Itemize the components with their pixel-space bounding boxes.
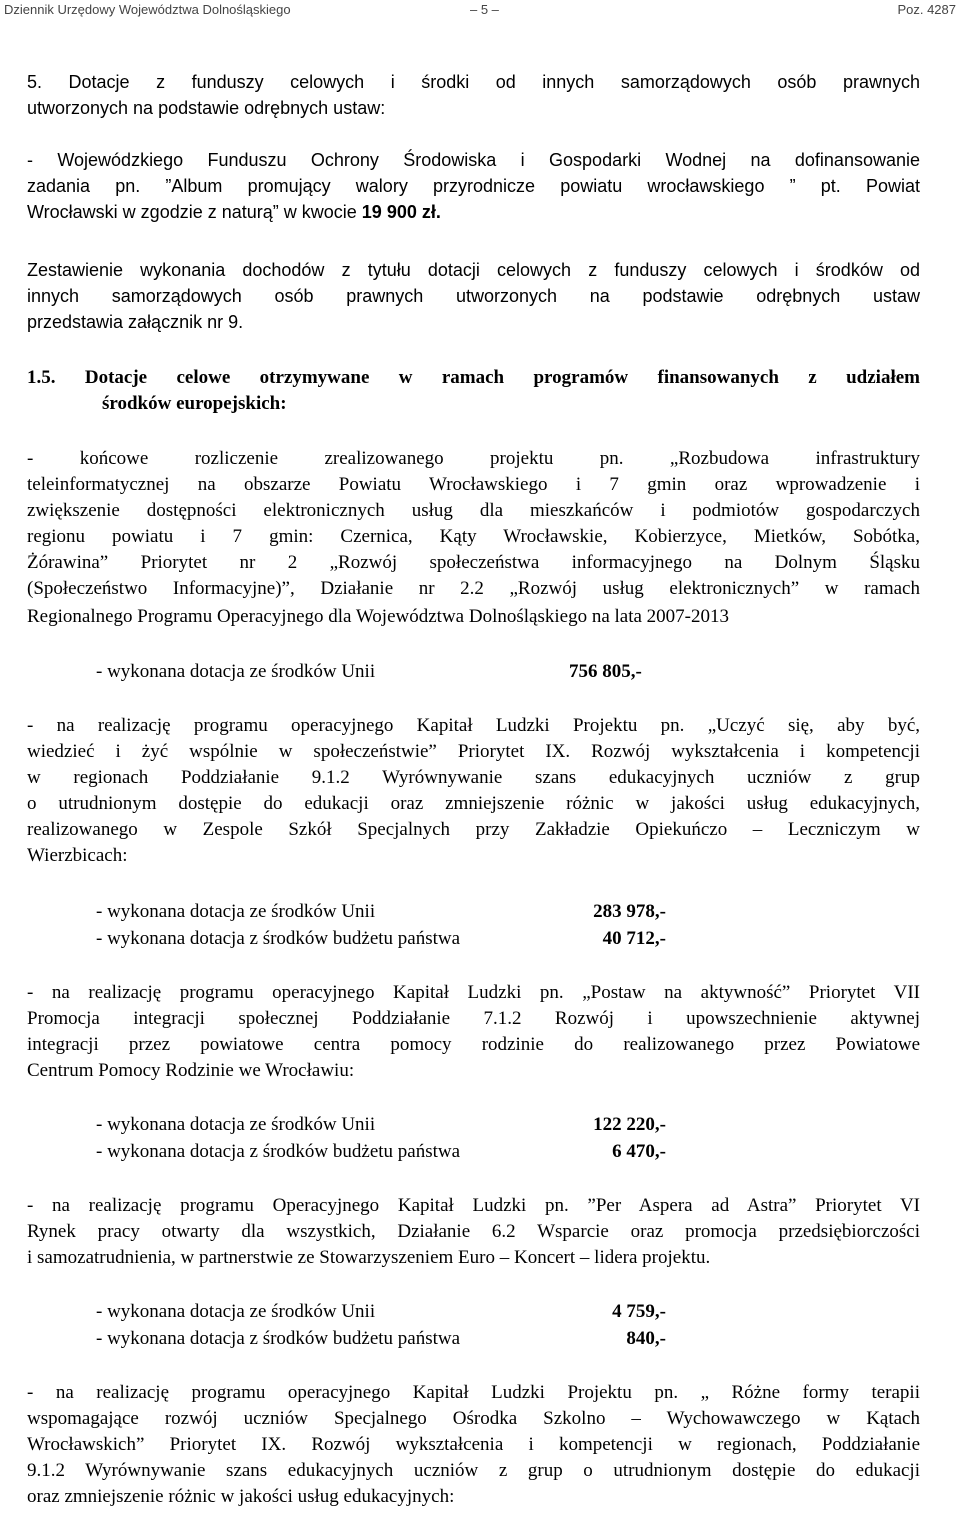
project3-line-4: Centrum Pomocy Rodzinie we Wrocławiu: [27, 1060, 355, 1081]
project2-line-2: wiedzieć i żyć wspólnie w społeczeństwie” Priorytet IX. Rozwój wykształcenia i kompetencji [27, 741, 920, 762]
project2-line-4: o utrudnionym dostępie do edukacji oraz zmniejszenie różnic w jakości usług edukacyjnych, [27, 793, 920, 814]
project2-amount-value-2: 40 712,- [602, 928, 666, 949]
project5-line-2: wspomagające rozwój uczniów Specjalnego Ośrodka Szkolno – Wychowawczego w Kątach [27, 1408, 920, 1429]
section5-line-2: utworzonych na podstawie odrębnych ustaw: [27, 98, 386, 118]
project2-line-3: w regionach Poddziałanie 9.1.2 Wyrównywanie szans edukacyjnych uczniów z grup [27, 767, 920, 788]
project4-line-1: - na realizację programu Operacyjnego Kapitał Ludzki pn. ”Per Aspera ad Astra” Priorytet VI [27, 1195, 920, 1216]
section5-amount: 19 900 zł [361, 202, 436, 222]
project3-amount-value-2: 6 470,- [612, 1141, 666, 1162]
project3-amount-label-2: - wykonana dotacja z środków budżetu państwa [96, 1141, 461, 1162]
project2-line-1: - na realizację programu operacyjnego Kapitał Ludzki Projektu pn. „Uczyć się, aby być, [27, 715, 920, 736]
project1-line-2: teleinformatycznej na obszarze Powiatu Wrocławskiego i 7 gmin oraz wprowadzenie i [27, 474, 920, 495]
project5-line-3: Wrocławskich” Priorytet IX. Rozwój wykształcenia i kompetencji w regionach, Poddziałanie [27, 1434, 920, 1455]
section5-line-3: - Wojewódzkiego Funduszu Ochrony Środowiska i Gospodarki Wodnej na dofinansowanie [27, 150, 920, 170]
project1-amount-value-1: 756 805,- [569, 661, 642, 682]
project3-amount-value-1: 122 220,- [593, 1114, 666, 1135]
project4-line-2: Rynek pracy otwarty dla wszystkich, Działanie 6.2 Wsparcie oraz promocja przedsiębiorczości [27, 1221, 920, 1242]
page-number: – 5 – [470, 2, 499, 17]
project1-line-1: - końcowe rozliczenie zrealizowanego projektu pn. „Rozbudowa infrastruktury [27, 448, 920, 469]
project4-amount-label-1: - wykonana dotacja ze środków Unii [96, 1301, 376, 1322]
project1-amount-label-1: - wykonana dotacja ze środków Unii [96, 661, 376, 682]
project2-amount-value-1: 283 978,- [593, 901, 666, 922]
position-number: Poz. 4287 [897, 2, 956, 17]
project2-line-6: Wierzbicach: [27, 845, 128, 866]
section5-line-4: zadania pn. ”Album promujący walory przyrodnicze powiatu wrocławskiego ” pt. Powiat [27, 176, 920, 196]
summary-line-2: innych samorządowych osób prawnych utworzonych na podstawie odrębnych ustaw [27, 286, 920, 306]
section15-heading-2: środków europejskich: [102, 393, 287, 414]
project1-line-7: Regionalnego Programu Operacyjnego dla Województwa Dolnośląskiego na lata 2007-2013 [27, 606, 729, 627]
project3-amount-label-1: - wykonana dotacja ze środków Unii [96, 1114, 376, 1135]
project3-line-2: Promocja integracji społecznej Poddziałanie 7.1.2 Rozwój i upowszechnienie aktywnej [27, 1008, 920, 1029]
project5-line-1: - na realizację programu operacyjnego Kapitał Ludzki Projektu pn. „ Różne formy terapii [27, 1382, 920, 1403]
project5-line-5: oraz zmniejszenie różnic w jakości usług edukacyjnych: [27, 1486, 455, 1507]
project1-line-4: regionu powiatu i 7 gmin: Czernica, Kąty Wrocławskie, Kobierzyce, Mietków, Sobótka, [27, 526, 920, 547]
project2-amount-label-2: - wykonana dotacja z środków budżetu państwa [96, 928, 461, 949]
journal-title: Dziennik Urzędowy Województwa Dolnośląskiego [4, 2, 291, 17]
section5-line-1: 5. Dotacje z funduszy celowych i środki od innych samorządowych osób prawnych [27, 72, 920, 92]
project4-amount-value-1: 4 759,- [612, 1301, 666, 1322]
section5-line-5 [27, 200, 920, 225]
project5-line-4: 9.1.2 Wyrównywanie szans edukacyjnych uczniów z grup o utrudnionym dostępie do edukacji [27, 1460, 920, 1481]
section5-amount-suffix: . [435, 202, 441, 222]
project1-line-6: (Społeczeństwo Informacyjne)”, Działanie nr 2.2 „Rozwój usług elektronicznych” w ramach [27, 578, 920, 599]
project3-line-3: integracji przez powiatowe centra pomocy rodzinie do realizowanego przez Powiatowe [27, 1034, 920, 1055]
project4-line-3: i samozatrudnienia, w partnerstwie ze Stowarzyszeniem Euro – Koncert – lidera projektu. [27, 1247, 711, 1268]
project4-amount-value-2: 840,- [626, 1328, 666, 1349]
project2-amount-label-1: - wykonana dotacja ze środków Unii [96, 901, 376, 922]
project1-line-5: Żórawina” Priorytet nr 2 „Rozwój społeczeństwa informacyjnego na Dolnym Śląsku [27, 552, 920, 573]
summary-line-1: Zestawienie wykonania dochodów z tytułu dotacji celowych z funduszy celowych i środków od [27, 260, 920, 280]
page-header [0, 0, 960, 22]
project2-line-5: realizowanego w Zespole Szkół Specjalnych przy Zakładzie Opiekuńczo – Leczniczym w [27, 819, 920, 840]
project1-line-3: zwiększenie dostępności elektronicznych usług dla mieszkańców i podmiotów gospodarczych [27, 500, 920, 521]
project3-line-1: - na realizację programu operacyjnego Kapitał Ludzki pn. „Postaw na aktywność” Priorytet VII [27, 982, 920, 1003]
summary-line-3: przedstawia załącznik nr 9. [27, 312, 244, 332]
section5-amount-intro: Wrocławski w zgodzie z naturą” w kwocie [27, 202, 357, 222]
section15-heading-1: 1.5. Dotacje celowe otrzymywane w ramach programów finansowanych z udziałem [27, 367, 920, 388]
project4-amount-label-2: - wykonana dotacja z środków budżetu państwa [96, 1328, 461, 1349]
